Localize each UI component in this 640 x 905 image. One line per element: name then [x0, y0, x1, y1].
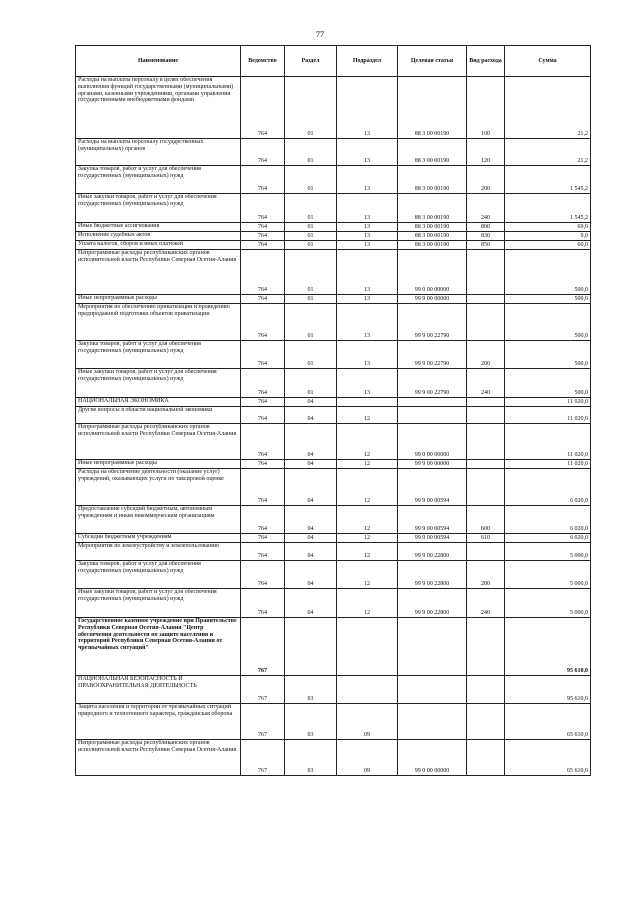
- cell-razd: 03: [285, 704, 337, 740]
- cell-cel: 99 9 00 22790: [398, 341, 467, 369]
- cell-ved: 764: [241, 407, 285, 424]
- cell-vid: 240: [467, 369, 505, 398]
- cell-sum: 21,2: [505, 77, 591, 139]
- page-number: 77: [316, 30, 324, 39]
- cell-podr: 09: [337, 704, 398, 740]
- cell-cel: 99 0 00 00000: [398, 250, 467, 295]
- cell-cel: [398, 704, 467, 740]
- cell-podr: 13: [337, 223, 398, 232]
- cell-sum: 9,0: [505, 232, 591, 241]
- cell-vid: [467, 543, 505, 561]
- cell-sum: 5 000,0: [505, 589, 591, 618]
- cell-name: Иные закупки товаров, работ и услуг для обеспечения государственных (муниципальных) нужд: [76, 369, 241, 398]
- cell-ved: 764: [241, 341, 285, 369]
- cell-podr: 12: [337, 561, 398, 589]
- table-row: [76, 77, 591, 139]
- table-row: [76, 369, 591, 398]
- cell-razd: 01: [285, 295, 337, 304]
- cell-vid: [467, 304, 505, 341]
- cell-razd: 03: [285, 740, 337, 776]
- cell-cel: 88 3 00 00190: [398, 232, 467, 241]
- cell-podr: 13: [337, 295, 398, 304]
- table-row: [76, 341, 591, 369]
- cell-ved: 764: [241, 250, 285, 295]
- table-row: [76, 250, 591, 295]
- cell-vid: 610: [467, 534, 505, 543]
- table-row: [76, 139, 591, 166]
- cell-podr: 12: [337, 424, 398, 460]
- cell-vid: [467, 407, 505, 424]
- cell-podr: 13: [337, 194, 398, 223]
- cell-razd: 01: [285, 341, 337, 369]
- cell-name: Закупка товаров, работ и услуг для обеспечения государственных (муниципальных) нужд: [76, 341, 241, 369]
- cell-razd: 01: [285, 166, 337, 194]
- cell-razd: 01: [285, 369, 337, 398]
- cell-name: Иные закупки товаров, работ и услуг для обеспечения государственных (муниципальных) нужд: [76, 194, 241, 223]
- cell-ved: 767: [241, 704, 285, 740]
- cell-ved: 764: [241, 460, 285, 469]
- cell-sum: 6 020,0: [505, 534, 591, 543]
- cell-podr: 13: [337, 341, 398, 369]
- cell-sum: 500,0: [505, 304, 591, 341]
- cell-cel: 99 9 00 22790: [398, 369, 467, 398]
- cell-razd: 04: [285, 534, 337, 543]
- table-row: [76, 232, 591, 241]
- cell-podr: 12: [337, 407, 398, 424]
- cell-vid: [467, 250, 505, 295]
- cell-podr: 13: [337, 77, 398, 139]
- cell-sum: 95 610,0: [505, 676, 591, 704]
- cell-cel: 88 3 00 00190: [398, 77, 467, 139]
- cell-cel: [398, 618, 467, 676]
- cell-name: Другие вопросы в области национальной экономики: [76, 407, 241, 424]
- header-sum: Сумма: [505, 46, 591, 77]
- cell-ved: 764: [241, 424, 285, 460]
- cell-sum: 65 610,0: [505, 704, 591, 740]
- cell-razd: 04: [285, 506, 337, 534]
- cell-sum: 11 020,0: [505, 407, 591, 424]
- header-vid: Вид расхода: [467, 46, 505, 77]
- cell-cel: 88 3 00 00190: [398, 194, 467, 223]
- cell-ved: 764: [241, 194, 285, 223]
- cell-sum: 1 545,2: [505, 194, 591, 223]
- cell-name: Расходы на выплаты персоналу в целях обеспечения выполнения функций государственными (муниципальными) органами, казенными учреждениями, органами управления государственными внебюджетными фондами: [76, 77, 241, 139]
- cell-podr: 12: [337, 506, 398, 534]
- header-cel: Целевая статья: [398, 46, 467, 77]
- cell-vid: [467, 740, 505, 776]
- cell-ved: 764: [241, 589, 285, 618]
- cell-podr: 13: [337, 369, 398, 398]
- cell-podr: 13: [337, 232, 398, 241]
- table-row: [76, 241, 591, 250]
- cell-razd: 01: [285, 194, 337, 223]
- table-row: [76, 589, 591, 618]
- cell-razd: 03: [285, 676, 337, 704]
- cell-razd: 01: [285, 77, 337, 139]
- cell-name: Уплата налогов, сборов и иных платежей: [76, 241, 241, 250]
- cell-sum: 5 000,0: [505, 561, 591, 589]
- cell-razd: 01: [285, 232, 337, 241]
- cell-name: Закупка товаров, работ и услуг для обеспечения государственных (муниципальных) нужд: [76, 166, 241, 194]
- cell-razd: 04: [285, 543, 337, 561]
- cell-name: Мероприятия по обеспечению приватизации и проведению предпродажной подготовки объектов приватизации: [76, 304, 241, 341]
- cell-sum: 500,0: [505, 250, 591, 295]
- table-row: [76, 543, 591, 561]
- cell-vid: [467, 424, 505, 460]
- cell-podr: [337, 398, 398, 407]
- cell-cel: 99 9 00 22800: [398, 561, 467, 589]
- cell-ved: 764: [241, 77, 285, 139]
- cell-ved: 764: [241, 398, 285, 407]
- cell-vid: 100: [467, 77, 505, 139]
- cell-vid: 240: [467, 589, 505, 618]
- cell-sum: 500,0: [505, 295, 591, 304]
- cell-podr: 13: [337, 304, 398, 341]
- table-row: [76, 398, 591, 407]
- cell-razd: 04: [285, 407, 337, 424]
- cell-ved: 764: [241, 166, 285, 194]
- cell-vid: 240: [467, 194, 505, 223]
- cell-podr: 09: [337, 740, 398, 776]
- table-row: [76, 676, 591, 704]
- cell-razd: [285, 618, 337, 676]
- cell-cel: 99 9 00 00594: [398, 534, 467, 543]
- cell-ved: 764: [241, 139, 285, 166]
- cell-cel: [398, 676, 467, 704]
- cell-podr: [337, 618, 398, 676]
- header-podr: Подраздел: [337, 46, 398, 77]
- cell-vid: [467, 676, 505, 704]
- table-row: [76, 194, 591, 223]
- cell-name: Мероприятия по землеустройству и землепользованию: [76, 543, 241, 561]
- cell-name: Иные бюджетные ассигнования: [76, 223, 241, 232]
- cell-ved: 764: [241, 223, 285, 232]
- cell-name: Защита населения и территории от чрезвычайных ситуаций природного и техногенного характера, гражданская оборона: [76, 704, 241, 740]
- cell-cel: [398, 398, 467, 407]
- cell-cel: 99 0 00 00000: [398, 740, 467, 776]
- cell-name: Закупка товаров, работ и услуг для обеспечения государственных (муниципальных) нужд: [76, 561, 241, 589]
- cell-podr: 12: [337, 534, 398, 543]
- cell-cel: 99 9 00 00594: [398, 469, 467, 506]
- cell-ved: 764: [241, 534, 285, 543]
- cell-name: НАЦИОНАЛЬНАЯ ЭКОНОМИКА: [76, 398, 241, 407]
- header-ved: Ведомство: [241, 46, 285, 77]
- cell-cel: 99 9 00 00594: [398, 506, 467, 534]
- cell-razd: 04: [285, 460, 337, 469]
- cell-sum: 21,2: [505, 139, 591, 166]
- cell-ved: 764: [241, 506, 285, 534]
- cell-name: Непрограммные расходы республиканских органов исполнительной власти Республики Северная Осетия-Алания: [76, 250, 241, 295]
- cell-cel: 99 9 00 22790: [398, 304, 467, 341]
- table-header-row: [76, 46, 591, 77]
- cell-ved: 764: [241, 241, 285, 250]
- cell-razd: 01: [285, 250, 337, 295]
- cell-razd: 04: [285, 561, 337, 589]
- cell-ved: 767: [241, 676, 285, 704]
- table-row: [76, 407, 591, 424]
- cell-ved: 764: [241, 232, 285, 241]
- table-row: [76, 304, 591, 341]
- cell-ved: 764: [241, 304, 285, 341]
- cell-podr: 12: [337, 589, 398, 618]
- cell-sum: 11 020,0: [505, 460, 591, 469]
- cell-sum: 1 545,2: [505, 166, 591, 194]
- cell-vid: [467, 469, 505, 506]
- cell-podr: [337, 676, 398, 704]
- cell-razd: 01: [285, 241, 337, 250]
- cell-name: Расходы на выплаты персоналу государственных (муниципальных) органов: [76, 139, 241, 166]
- cell-podr: 12: [337, 469, 398, 506]
- cell-razd: 01: [285, 139, 337, 166]
- cell-cel: 88 3 00 00190: [398, 139, 467, 166]
- header-name: Наименование: [76, 46, 241, 77]
- cell-name: Непрограммные расходы республиканских органов исполнительной власти Республики Северная Осетия-Алания: [76, 424, 241, 460]
- cell-vid: 200: [467, 561, 505, 589]
- cell-name: Иные непрограммные расходы: [76, 460, 241, 469]
- cell-name: Государственное казенное учреждение при Правительстве Республики Северная Осетия-Алания "Центр обеспечения деятельности по защите населения и территорий Республики Северная Осетия-Алания от чрезвычайных ситуаций": [76, 618, 241, 676]
- cell-name: Непрограммные расходы республиканских органов исполнительной власти Республики Северная Осетия-Алания: [76, 740, 241, 776]
- cell-podr: 13: [337, 241, 398, 250]
- cell-razd: 04: [285, 469, 337, 506]
- cell-sum: 65 610,0: [505, 740, 591, 776]
- cell-cel: 88 3 00 00190: [398, 223, 467, 232]
- cell-name: Иные закупки товаров, работ и услуг для обеспечения государственных (муниципальных) нужд: [76, 589, 241, 618]
- table-row: [76, 506, 591, 534]
- cell-podr: 13: [337, 139, 398, 166]
- cell-sum: 6 020,0: [505, 469, 591, 506]
- table-row: [76, 469, 591, 506]
- cell-podr: 12: [337, 460, 398, 469]
- table-row: [76, 223, 591, 232]
- cell-vid: 120: [467, 139, 505, 166]
- cell-ved: 764: [241, 295, 285, 304]
- cell-razd: 04: [285, 398, 337, 407]
- table-row: [76, 534, 591, 543]
- cell-vid: [467, 618, 505, 676]
- cell-cel: 99 9 00 00000: [398, 295, 467, 304]
- cell-razd: 04: [285, 589, 337, 618]
- cell-podr: 13: [337, 250, 398, 295]
- cell-vid: [467, 295, 505, 304]
- cell-name: Субсидии бюджетным учреждениям: [76, 534, 241, 543]
- cell-sum: 6 020,0: [505, 506, 591, 534]
- cell-cel: 88 3 00 00190: [398, 241, 467, 250]
- cell-ved: 764: [241, 469, 285, 506]
- cell-sum: 60,0: [505, 241, 591, 250]
- table-row: [76, 460, 591, 469]
- table-row: [76, 166, 591, 194]
- table-row: [76, 424, 591, 460]
- cell-name: НАЦИОНАЛЬНАЯ БЕЗОПАСНОСТЬ И ПРАВООХРАНИТЕЛЬНАЯ ДЕЯТЕЛЬНОСТЬ: [76, 676, 241, 704]
- cell-sum: 11 020,0: [505, 398, 591, 407]
- table-row: [76, 561, 591, 589]
- cell-vid: [467, 398, 505, 407]
- cell-cel: 99 9 00 22800: [398, 589, 467, 618]
- cell-cel: 99 9 00 22800: [398, 543, 467, 561]
- cell-ved: 767: [241, 740, 285, 776]
- cell-cel: 99 9 00 00000: [398, 460, 467, 469]
- cell-name: Расходы на обеспечение деятельности (оказание услуг) учреждений, оказывающих услуги по таксировой оценке: [76, 469, 241, 506]
- cell-sum: 500,0: [505, 341, 591, 369]
- cell-sum: 500,0: [505, 369, 591, 398]
- cell-ved: 764: [241, 561, 285, 589]
- cell-vid: [467, 460, 505, 469]
- cell-name: Предоставление субсидий бюджетным, автономным учреждениям и иным некоммерческим организациям: [76, 506, 241, 534]
- cell-vid: 200: [467, 341, 505, 369]
- table-row: [76, 740, 591, 776]
- cell-razd: 04: [285, 424, 337, 460]
- cell-cel: 88 3 00 00190: [398, 166, 467, 194]
- cell-podr: 13: [337, 166, 398, 194]
- cell-sum: 11 020,0: [505, 424, 591, 460]
- cell-vid: 200: [467, 166, 505, 194]
- cell-vid: 850: [467, 241, 505, 250]
- cell-razd: 01: [285, 223, 337, 232]
- cell-razd: 01: [285, 304, 337, 341]
- cell-vid: 800: [467, 223, 505, 232]
- cell-ved: 764: [241, 543, 285, 561]
- cell-ved: 767: [241, 618, 285, 676]
- cell-cel: [398, 407, 467, 424]
- cell-podr: 12: [337, 543, 398, 561]
- cell-vid: 600: [467, 506, 505, 534]
- table-row: [76, 704, 591, 740]
- cell-ved: 764: [241, 369, 285, 398]
- cell-vid: [467, 704, 505, 740]
- cell-name: Исполнение судебных актов: [76, 232, 241, 241]
- header-razd: Раздел: [285, 46, 337, 77]
- cell-name: Иные непрограммные расходы: [76, 295, 241, 304]
- budget-table: [75, 45, 591, 776]
- cell-vid: 830: [467, 232, 505, 241]
- table-row: [76, 618, 591, 676]
- cell-sum: 5 000,0: [505, 543, 591, 561]
- cell-sum: 69,0: [505, 223, 591, 232]
- cell-cel: 99 0 00 00000: [398, 424, 467, 460]
- cell-sum: 95 610,0: [505, 618, 591, 676]
- table-row: [76, 295, 591, 304]
